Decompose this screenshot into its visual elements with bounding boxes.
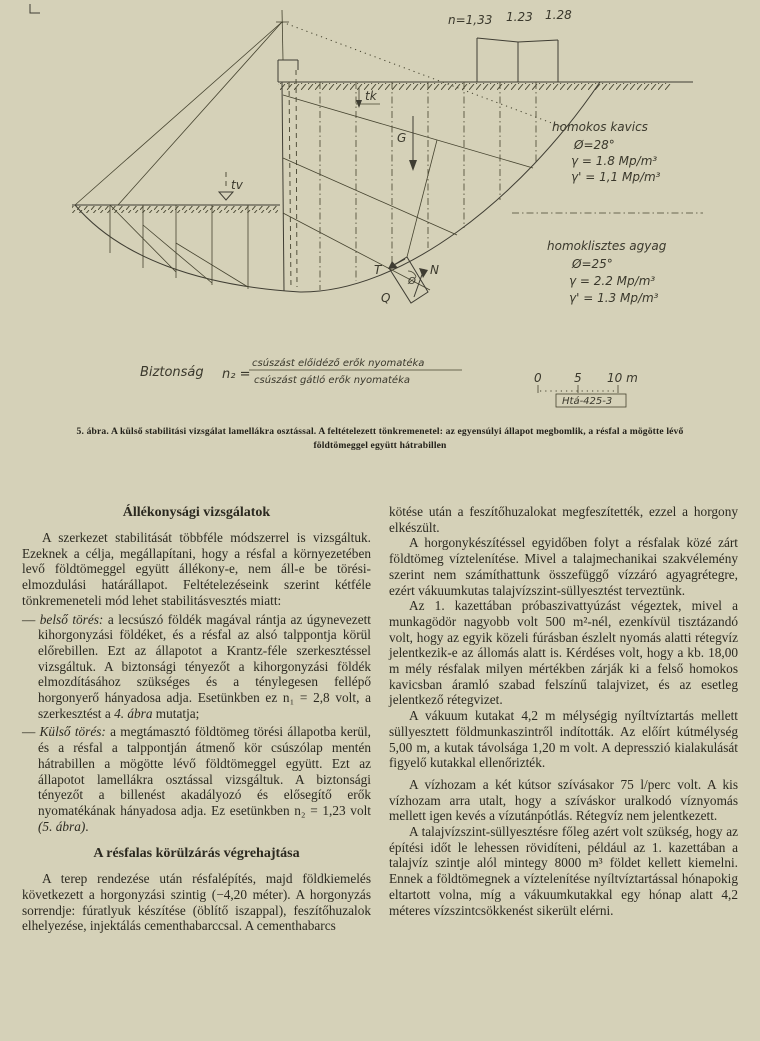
section-heading-execution: A résfalas körülzárás végrehajtása <box>93 846 300 862</box>
figure-caption <box>0 425 760 452</box>
list-item-text: a megtámasztó földtömeg törési állapotba kerül, és a résfal a talppontján átmenő kör csúszólap mentén hátrabillen a mögötte lévő földtömeggel együtt. Ezt az állapotot lamellákra osztással vizsgáltuk. A biztonsági tényezőt a billenést akadályozó és elősegítő erők nyomatékának hányadosa adja. Ez esetünkben n₂ = 1,23 volt <box>38 724 371 818</box>
soil-upper-phi: Ø=28° <box>574 138 615 152</box>
ground-surface-upper <box>278 82 693 90</box>
list-dash: — <box>22 611 40 627</box>
drawing-reference <box>556 394 626 407</box>
scale-bar <box>534 371 638 393</box>
list-item-text-end: mutatja; <box>152 705 200 721</box>
figure-reference: 4. ábra <box>114 705 153 721</box>
soil-upper-name: homokos kavics <box>552 120 648 134</box>
soil-lower-name: homoklisztes agyag <box>547 239 667 253</box>
safety-symbol: n₂ = <box>222 367 251 382</box>
q-force-label: Q <box>381 291 391 305</box>
soil-label-upper <box>552 120 661 184</box>
soil-label-lower <box>547 239 667 305</box>
n-value-1-label: n=1,33 <box>448 13 493 27</box>
tk-label: tk <box>365 89 377 103</box>
lamella-lines-right <box>320 82 536 290</box>
paragraph-water-yield: A vízhozam a két kútsor szívásakor 75 l/perc volt. A kis vízhozam arra utalt, hogy a szíváskor uralkodó víznyomás mellett igen kevés a vízutánpótlás. Rétegvíz nem jelentkezett. <box>389 776 738 824</box>
list-item-text-end: . <box>85 818 89 834</box>
paragraph-stability-intro: A szerkezet stabilitását többféle módszerrel is vizsgáltuk. Ezeknek a célja, megállapítani, hogy a résfal a környezetében levő földtömeggel együtt állékony-e, nem áll-e be törési-elmozdulási határállapot. Feltételezéseink szerint kétféle tönkremeneteli mód lehet stabilitásvesztés miatt: <box>22 530 371 608</box>
section-heading-stability: Állékonysági vizsgálatok <box>122 505 271 520</box>
scale-10-label: 10 m <box>607 371 638 385</box>
groundwater-mark-tk <box>356 88 380 108</box>
soil-upper-gamma-sub: γ' = 1,1 Mp/m³ <box>571 170 661 184</box>
slip-circle-arc <box>75 82 600 292</box>
figure-reference: (5. ábra) <box>38 818 86 834</box>
g-label: G <box>397 131 407 145</box>
scale-5-label: 5 <box>574 371 582 385</box>
tv-label: tv <box>231 178 243 192</box>
right-column <box>389 504 738 934</box>
list-item-outer-failure <box>22 724 371 834</box>
figure-diagram <box>0 0 760 420</box>
list-item-lead: belső törés: <box>39 611 104 627</box>
soil-lower-phi: Ø=25° <box>572 257 613 271</box>
list-dash: — <box>22 724 40 740</box>
left-column <box>22 504 371 934</box>
paragraph-execution-intro: A terep rendezése után résfalépítés, majd földkiemelés következett a horgonyzási szintig (−4,20 méter). A horgonyzás sorrendje: fúratlyuk készítése (öblítő iszappal), feszítőhuzalok elhelyezése, injektálás cementhabarccsal. A cementhabarcs <box>22 871 371 934</box>
article-body <box>0 452 760 934</box>
list-item-inner-failure <box>22 612 371 722</box>
safety-formula <box>140 357 462 386</box>
n-value-2-label: 1.23 <box>506 10 533 24</box>
scale-0-label: 0 <box>534 371 542 385</box>
safety-denominator: csúszást gátló erők nyomatéka <box>254 375 411 386</box>
soil-upper-gamma: γ = 1.8 Mp/m³ <box>571 154 658 168</box>
t-force-label: T <box>374 263 382 277</box>
list-item-lead: Külső törés: <box>39 724 106 740</box>
drawing-reference-label: Htá-425-3 <box>562 396 613 407</box>
safety-numerator: csúszást előidéző erők nyomatéka <box>252 358 425 369</box>
paragraph-anchor-finish: kötése után a feszítőhuzalokat megfeszítették, ezzel a horgony elkészült. <box>389 504 738 535</box>
list-item-text: a lecsúszó földék magával rántja az úgynevezett kihorgonyzási földéket, és a résfal az alsó talppontja körül előrebillen. Ezt az állapotot a Krantz-féle szerkesztéssel vizsgáltuk. A biztonsági tényezőt a kihorgonyzási földék elmozdításához szükséges és a ténylegesen fellépő horgonyerő hányadosa adja. Esetünkben ez n₁ = 2,8 volt, a szerkesztést a <box>38 611 371 721</box>
figure-caption-line1: 5. ábra. A külső stabilitási vizsgálat lamellákra osztással. A feltételezett tönkremenetel: az egyensúlyi állapot megbomlik, a résfal a mögötte lévő <box>76 426 684 437</box>
lamella-lines-left <box>110 205 248 289</box>
n-force-label: N <box>430 263 439 277</box>
force-construction-lines <box>283 95 533 290</box>
diaphragm-wall <box>278 60 298 291</box>
scan-mark <box>30 4 40 13</box>
n-value-3-label: 1.28 <box>545 8 572 22</box>
force-polygon <box>374 257 439 305</box>
paragraph-vacuum-wells: A vákuum kutakat 4,2 m mélységig nyíltvíztartás mellett süllyesztett földmunkaszintről indították. Az előírt kútmélység 5,00 m, a kutak távolsága 1,20 m volt. A depresszió kialakulását figyelő kutakkal ellenőrizték. <box>389 708 738 771</box>
phi-angle-label: Ø <box>408 276 416 287</box>
paragraph-groundwater-lowering: A talajvízszint-süllyesztésre főleg azért volt szükség, hogy az építési időt le lehessen rövidíteni, például az 1. kazettában a talajvíz szintje alól mintegy 8000 m³ földet kellett kiemelni. Ennek a földtömegnek a víztelenítése nyíltvíztartással hónapokig eltartott volna, míg a vákuumkutakkal egy hónap alatt 4,2 méteres vízszintcsökkenést sikerült elérni. <box>389 824 738 918</box>
paragraph-dewatering: A horgonykészítéssel egyidőben folyt a résfalak közé zárt földtömeg víztelenítése. Mivel a talajmechanikai szakvélemény szerint nem számíthattunk összefüggő vízzáró agyagrétegre, ezért vákuumkutas talajvízszint-süllyesztést terveztünk. <box>389 535 738 598</box>
groundwater-mark-tv <box>219 172 244 200</box>
figure-caption-line2: földtömeggel együtt hátrabillen <box>313 439 447 451</box>
paragraph-test-pumping: Az 1. kazettában próbaszivattyúzást végeztek, mivel a munkagödör nagyobb volt 500 m²-nél, ezenkívül tisztázandó volt, hogy az egyik közeli fúrásban észlelt nyomás alatti rétegvíz jelentkezik-e az állomás alatt is. Kérdéses volt, hogy a kb. 18,00 m mély résfalak milyen mértékben zárják ki a felső homokos kavicsban áramló szabad felszínű talajvizet, és az esetleg jelentkező rétegvizet. <box>389 598 738 708</box>
safety-factor-bars <box>448 8 572 82</box>
soil-lower-gamma-sub: γ' = 1.3 Mp/m³ <box>569 291 659 305</box>
safety-label: Biztonság <box>140 365 204 380</box>
soil-lower-gamma: γ = 2.2 Mp/m³ <box>569 274 656 288</box>
weight-vector-g <box>397 116 417 171</box>
